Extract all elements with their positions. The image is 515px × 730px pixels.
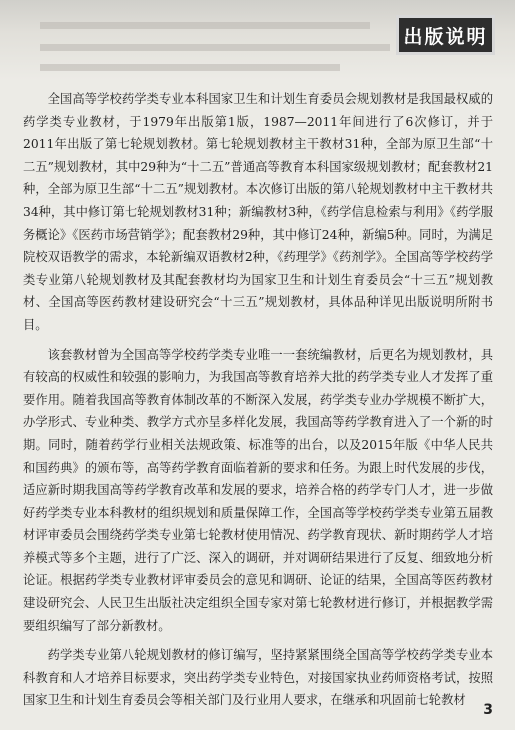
show-through-line <box>40 44 390 51</box>
paragraph-1: 全国高等学校药学类专业本科国家卫生和计划生育委员会规划教材是我国最权威的药学类专业教材，于1979年出版第1版，1987—2011年间进行了6次修订，并于2011年出版了第七轮规划教材。第七轮规划教材主干教材31种，全部为原卫生部“十二五”规划教材，其中29种为“十二五”普通高等教育本科国家级规划教材；配套教材21种，全部为原卫生部“十二五”规划教材。本次修订出版的第八轮规划教材中主干教材共34种，其中修订第七轮规划教材31种；新编教材3种，《药学信息检索与利用》《药学服务概论》《医药市场营销学》；配套教材29种，其中修订24种，新编5种。同时，为满足院校双语教学的需求，本轮新编双语教材2种，《药理学》《药剂学》。全国高等学校药学类专业第八轮规划教材及其配套教材均为国家卫生和计划生育委员会“十三五”规划教材、全国高等医药教材建设研究会“十三五”规划教材，具体品种详见出版说明所附书目。 <box>23 92 493 332</box>
page-number: 3 <box>483 702 493 718</box>
show-through-line <box>40 22 370 29</box>
paragraph-2: 该套教材曾为全国高等学校药学类专业唯一一套统编教材，后更名为规划教材，具有较高的权威性和较强的影响力，为我国高等教育培养大批的药学类专业人才发挥了重要作用。随着我国高等教育体制改革的不断深入发展，药学类专业办学规模不断扩大，办学形式、专业种类、教学方式亦呈多样化发展，我国高等药学教育进入了一个新的时期。同时，随着药学行业相关法规政策、标准等的出台，以及2015年版《中华人民共和国药典》的颁布等，高等药学教育面临着新的要求和任务。为跟上时代发展的步伐，适应新时期我国高等药学教育改革和发展的要求，培养合格的药学专门人才，进一步做好药学类专业本科教材的组织规划和质量保障工作，全国高等学校药学类专业第五届教材评审委员会围绕药学类专业第七轮教材使用情况、药学教育现状、新时期药学人才培养模式等多个主题，进行了广泛、深入的调研，并对调研结果进行了反复、细致地分析论证。根据药学类专业教材评审委员会的意见和调研、论证的结果，全国高等医药教材建设研究会、人民卫生出版社决定组织全国专家对第七轮教材进行修订，并根据教学需要组织编写了部分新教材。 <box>23 347 493 633</box>
paragraph-3: 药学类专业第八轮规划教材的修订编写，坚持紧紧围绕全国高等学校药学类专业本科教育和人才培养目标要求，突出药学类专业特色，对接国家执业药师资格考试，按照国家卫生和计划生育委员会等相关部门及行业用人要求，在继承和巩固前七轮教材 <box>23 648 493 708</box>
section-heading: 出版说明 <box>396 15 495 55</box>
show-through-line <box>40 64 340 71</box>
body-text <box>23 88 493 712</box>
